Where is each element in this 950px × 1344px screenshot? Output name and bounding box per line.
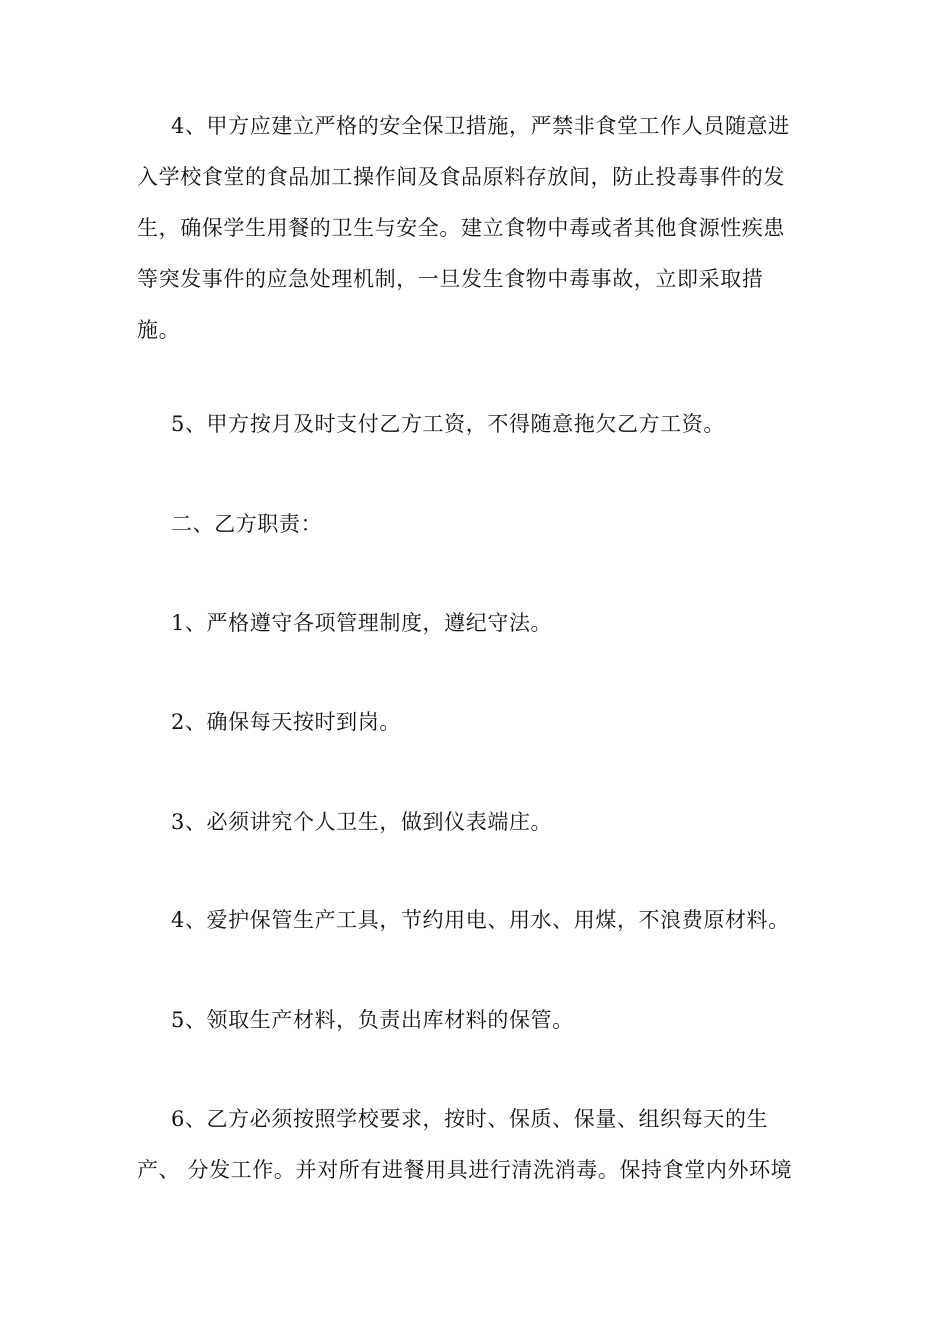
paragraph-line: 4、甲方应建立严格的安全保卫措施，严禁非食堂工作人员随意进 <box>171 114 790 138</box>
paragraph-line: 生，确保学生用餐的卫生与安全。建立食物中毒或者其他食源性疾患 <box>137 216 785 240</box>
paragraph-party-b-item-1 <box>137 598 827 649</box>
paragraph-party-a-item-5 <box>137 399 827 450</box>
paragraph-line: 6、乙方必须按照学校要求，按时、保质、保量、组织每天的生 <box>171 1107 769 1131</box>
paragraph-party-a-item-4 <box>137 101 827 356</box>
paragraph-line: 产、 分发工作。并对所有进餐用具进行清洗消毒。保持食堂内外环境 <box>137 1158 793 1182</box>
paragraph-party-b-item-3 <box>137 797 827 848</box>
paragraph-line: 施。 <box>137 318 181 342</box>
section-heading-party-b-duties <box>137 499 827 550</box>
paragraph-party-b-item-5 <box>137 995 827 1046</box>
paragraph-party-b-item-4 <box>137 895 827 946</box>
paragraph-line: 5、甲方按月及时支付乙方工资，不得随意拖欠乙方工资。 <box>171 412 725 436</box>
paragraph-line: 1、严格遵守各项管理制度，遵纪守法。 <box>171 611 553 635</box>
paragraph-line: 2、确保每天按时到岗。 <box>171 710 401 734</box>
paragraph-line: 4、爱护保管生产工具，节约用电、用水、用煤，不浪费原材料。 <box>171 908 790 932</box>
section-heading-text: 二、乙方职责： <box>171 512 323 536</box>
paragraph-line: 入学校食堂的食品加工操作间及食品原料存放间，防止投毒事件的发 <box>137 165 785 189</box>
paragraph-party-b-item-2 <box>137 697 827 748</box>
paragraph-party-b-item-6 <box>137 1094 827 1196</box>
paragraph-line: 5、领取生产材料，负责出库材料的保管。 <box>171 1008 574 1032</box>
paragraph-line: 等突发事件的应急处理机制，一旦发生食物中毒事故，立即采取措 <box>137 267 764 291</box>
paragraph-line: 3、必须讲究个人卫生，做到仪表端庄。 <box>171 810 553 834</box>
